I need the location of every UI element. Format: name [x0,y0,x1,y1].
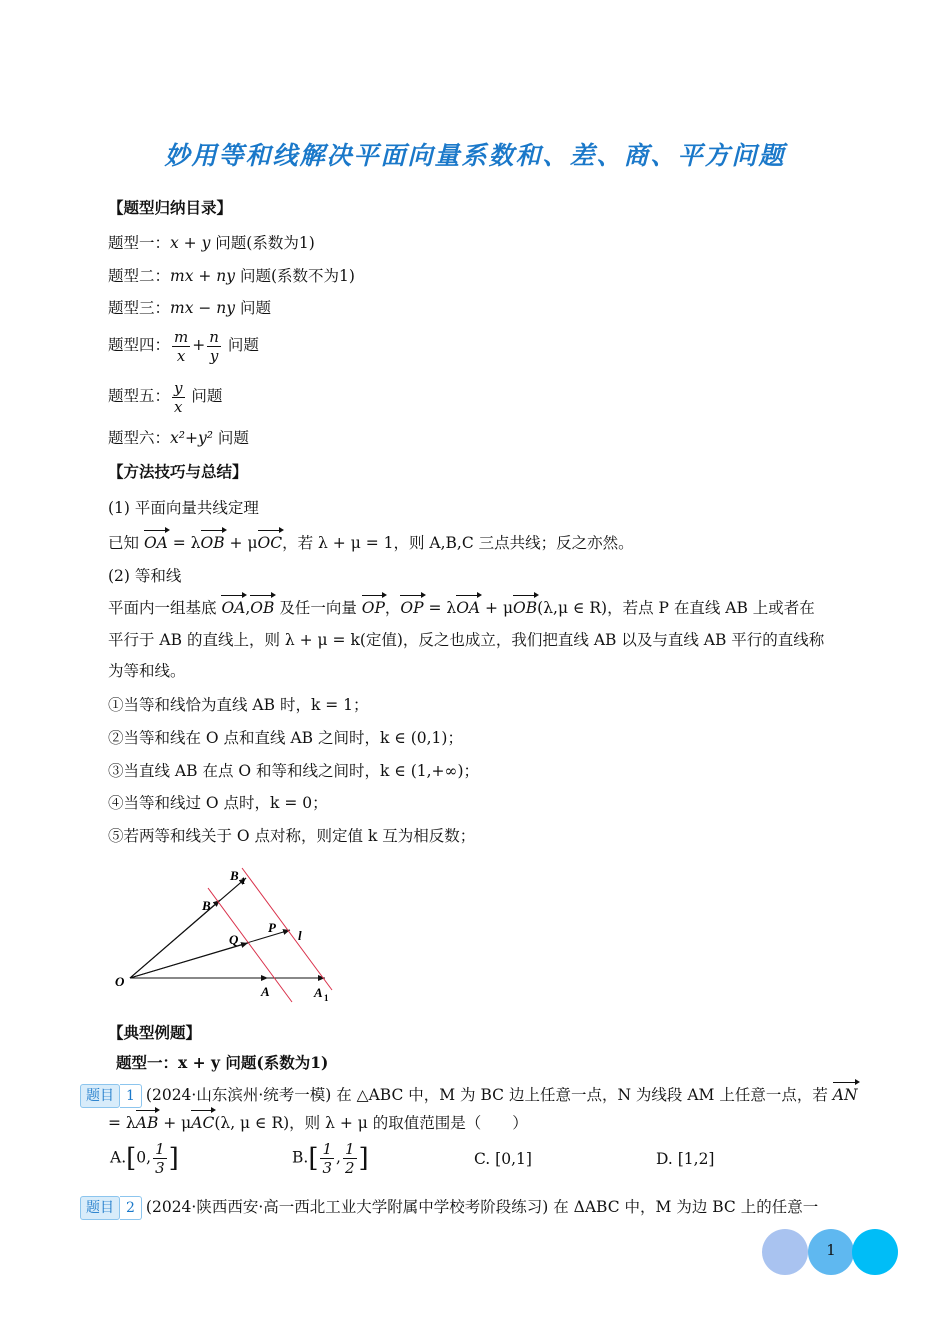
equal-sum-line-para-2: 平行于 AB 的直线上，则 λ + μ = k(定值)，反之也成立，我们把直线 AB 以及与直线 AB 平行的直线称 [108,631,825,649]
question-tag: 题目 [80,1084,120,1108]
section-1-title: (1) 平面向量共线定理 [108,499,259,517]
label-b1: B [230,868,239,883]
option-b[interactable]: B.[ $\frac{1}{3}$ , $\frac{1}{2}$ ] [292,1140,369,1177]
catalog-item-6: 题型六：x²+y² 问题 [108,429,249,447]
page-number: 1 [826,1241,836,1259]
document-title: 妙用等和线解决平面向量系数和、差、商、平方问题 [164,141,786,170]
label-b: B [202,898,211,913]
question-1-line-1: 题目 1 (2024·山东滨州·统考一模) 在 △ABC 中，M 为 BC 边上任意一点，N 为线段 AM 上任意一点，若 AN [80,1084,858,1108]
page-decor-circle-3 [852,1229,898,1275]
case-1: ①当等和线恰为直线 AB 时，k = 1； [108,696,369,714]
equal-sum-line-l [242,868,332,990]
section-2-title: (2) 等和线 [108,567,182,585]
equal-sum-line-figure [108,862,348,1012]
catalog-heading: 【题型归纳目录】 [108,198,233,217]
catalog-item-4: 题型四： $\frac{m}{x}$ + $\frac{n}{y}$ 问题 [108,327,259,365]
label-o: O [115,974,125,989]
option-c[interactable]: C. [0,1] [474,1150,532,1168]
question-number: 2 [120,1196,142,1220]
page-decor-circle-1 [762,1229,808,1275]
option-a[interactable]: A.[0, $\frac{1}{3}$ ] [110,1140,179,1177]
label-b1-sub: 1 [241,876,246,886]
case-2: ②当等和线在 O 点和直线 AB 之间时，k ∈ (0,1)； [108,729,463,747]
question-1-line-2: = λAB + μAC(λ, μ ∈ R)，则 λ + μ 的取值范围是（ ） [108,1114,528,1132]
label-p: P [268,920,276,935]
methods-heading: 【方法技巧与总结】 [108,462,248,481]
label-a1-sub: 1 [324,993,329,1003]
equal-sum-line-para-1: 平面内一组基底 OA,OB 及任一向量 OP，OP = λOA + μOB(λ,μ ∈ R)，若点 P 在直线 AB 上或者在 [108,599,815,617]
vector-oq [130,943,248,978]
question-2-line-1: 题目 2 (2024·陕西西安·高一西北工业大学附属中学校考阶段练习) 在 ΔABC 中，M 为边 BC 上的任意一 [80,1196,818,1220]
label-q: Q [229,932,239,947]
catalog-item-3: 题型三：mx − ny 问题 [108,299,271,317]
catalog-item-2: 题型二：mx + ny 问题(系数不为1) [108,267,355,285]
question-tag: 题目 [80,1196,120,1220]
catalog-item-5: 题型五： $\frac{y}{x}$ 问题 [108,378,223,416]
question-number: 1 [120,1084,142,1108]
line-ab [208,888,292,1002]
case-3: ③当直线 AB 在点 O 和等和线之间时，k ∈ (1,+∞)； [108,762,480,780]
type-1-heading: 题型一：x + y 问题(系数为1) [116,1053,329,1072]
label-a: A [261,984,270,999]
examples-heading: 【典型例题】 [108,1023,202,1042]
option-d[interactable]: D. [1,2] [656,1150,715,1168]
case-4: ④当等和线过 O 点时，k = 0； [108,794,328,812]
label-l: l [298,928,302,943]
equal-sum-line-para-3: 为等和线。 [108,662,186,680]
catalog-item-1: 题型一：x + y 问题(系数为1) [108,234,315,252]
label-a1: A [314,985,323,1000]
collinear-theorem: 已知 OA = λOB + μOC，若 λ + μ = 1，则 A,B,C 三点共线；反之亦然。 [108,534,634,552]
case-5: ⑤若两等和线关于 O 点对称，则定值 k 互为相反数； [108,827,476,845]
vector-ob1 [130,878,246,978]
